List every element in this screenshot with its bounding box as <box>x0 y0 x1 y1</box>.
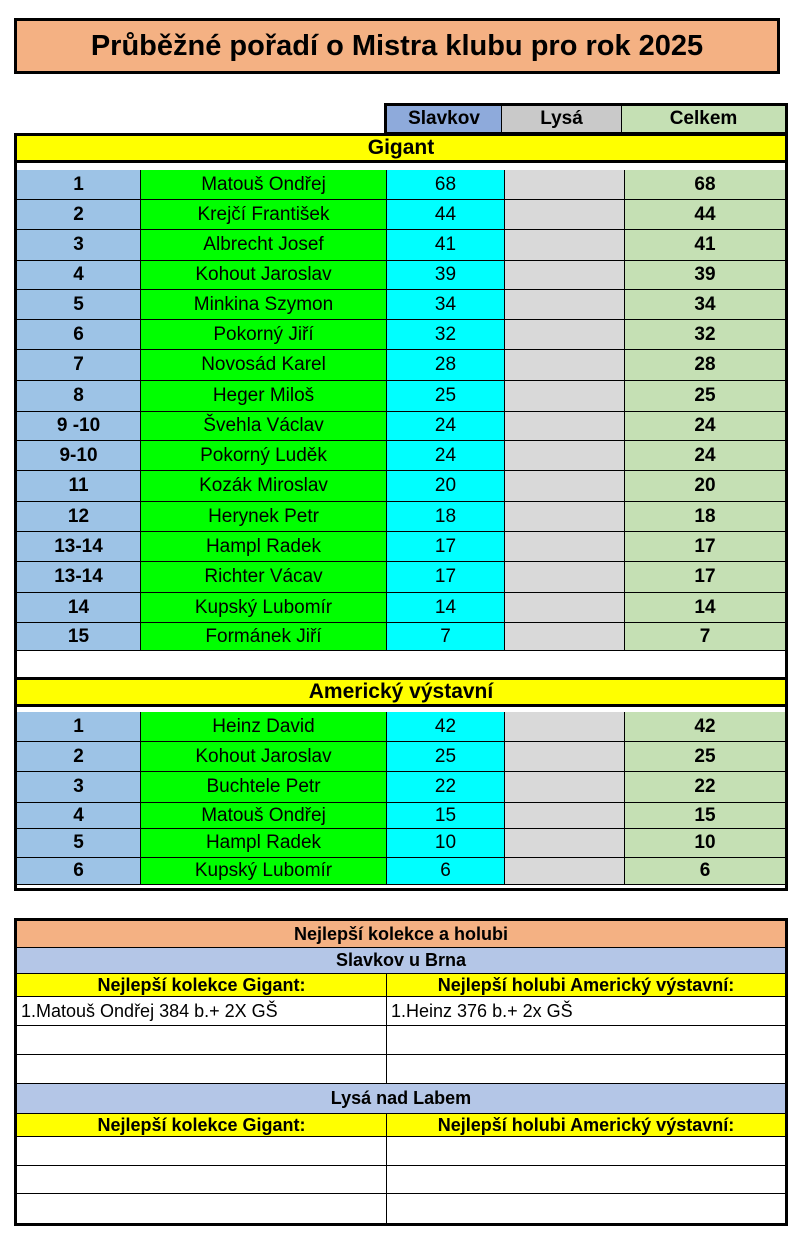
rank-cell: 3 <box>17 230 141 261</box>
slavkov-entry-left <box>17 1055 387 1083</box>
rank-cell: 12 <box>17 502 141 532</box>
rank-cell: 9 -10 <box>17 412 141 441</box>
lysa-score <box>505 858 625 885</box>
name-cell: Pokorný Luděk <box>141 441 387 471</box>
rank-cell: 1 <box>17 170 141 200</box>
total-score: 28 <box>625 350 785 381</box>
lysa-score <box>505 290 625 320</box>
slavkov-score: 22 <box>387 772 505 803</box>
total-score: 25 <box>625 742 785 772</box>
name-cell: Richter Vácav <box>141 562 387 593</box>
slavkov-entry-row <box>17 997 785 1026</box>
name-cell: Matouš Ondřej <box>141 803 387 829</box>
name-cell: Švehla Václav <box>141 412 387 441</box>
total-score: 24 <box>625 412 785 441</box>
slavkov-headers <box>17 974 785 997</box>
total-score: 34 <box>625 290 785 320</box>
name-cell: Kohout Jaroslav <box>141 261 387 290</box>
rank-cell: 4 <box>17 261 141 290</box>
slavkov-score: 24 <box>387 412 505 441</box>
total-score: 68 <box>625 170 785 200</box>
slavkov-entry-right: 1.Heinz 376 b.+ 2x GŠ <box>391 1000 573 1021</box>
total-score: 18 <box>625 502 785 532</box>
table-row <box>14 261 788 290</box>
rank-cell: 8 <box>17 381 141 412</box>
table-row <box>14 441 788 471</box>
best-section <box>14 918 788 1226</box>
slavkov-score: 10 <box>387 829 505 858</box>
slavkov-score: 28 <box>387 350 505 381</box>
lysa-score <box>505 712 625 742</box>
table-row <box>14 562 788 593</box>
rank-cell: 2 <box>17 200 141 230</box>
name-cell: Buchtele Petr <box>141 772 387 803</box>
lysa-entry-row <box>17 1137 785 1166</box>
slavkov-score: 68 <box>387 170 505 200</box>
lysa-score <box>505 441 625 471</box>
header-celkem: Celkem <box>622 103 788 133</box>
table-row <box>14 502 788 532</box>
lysa-score <box>505 532 625 562</box>
section-americky: Americký výstavní <box>14 677 788 707</box>
name-cell: Novosád Karel <box>141 350 387 381</box>
slavkov-entry-left <box>17 1026 387 1054</box>
rank-cell: 11 <box>17 471 141 502</box>
name-cell: Kupský Lubomír <box>141 858 387 885</box>
lysa-score <box>505 803 625 829</box>
header-slavkov: Slavkov <box>384 103 502 133</box>
lysa-entry-row <box>17 1166 785 1194</box>
lysa-score <box>505 261 625 290</box>
rank-cell: 13-14 <box>17 562 141 593</box>
slavkov-score: 44 <box>387 200 505 230</box>
lysa-entry-left <box>17 1194 387 1223</box>
total-score: 24 <box>625 441 785 471</box>
lysa-score <box>505 381 625 412</box>
total-score: 15 <box>625 803 785 829</box>
name-cell: Heger Miloš <box>141 381 387 412</box>
slavkov-score: 15 <box>387 803 505 829</box>
name-cell: Krejčí František <box>141 200 387 230</box>
lysa-entry-right <box>387 1166 785 1193</box>
slavkov-score: 20 <box>387 471 505 502</box>
total-score: 14 <box>625 593 785 623</box>
name-cell: Albrecht Josef <box>141 230 387 261</box>
total-score: 6 <box>625 858 785 885</box>
table-row <box>14 858 788 885</box>
rank-cell: 9-10 <box>17 441 141 471</box>
lysa-score <box>505 412 625 441</box>
table-row <box>14 471 788 502</box>
lysa-score <box>505 502 625 532</box>
rank-cell: 7 <box>17 350 141 381</box>
table-row <box>14 412 788 441</box>
name-cell: Minkina Szymon <box>141 290 387 320</box>
header-lysa: Lysá <box>502 103 622 133</box>
lysa-score <box>505 829 625 858</box>
slavkov-score: 18 <box>387 502 505 532</box>
slavkov-right-header: Nejlepší holubi Americký výstavní: <box>437 974 735 995</box>
name-cell: Hampl Radek <box>141 532 387 562</box>
total-score: 39 <box>625 261 785 290</box>
total-score: 17 <box>625 562 785 593</box>
name-cell: Formánek Jiří <box>141 623 387 651</box>
lysa-score <box>505 230 625 261</box>
lysa-entry-right <box>387 1137 785 1165</box>
total-score: 32 <box>625 320 785 350</box>
table-row <box>14 170 788 200</box>
lysa-headers <box>17 1114 785 1137</box>
table-row <box>14 350 788 381</box>
slavkov-entry-row <box>17 1026 785 1055</box>
slavkov-entry-right <box>387 1026 785 1054</box>
rank-cell: 4 <box>17 803 141 829</box>
slavkov-entry-left: 1.Matouš Ondřej 384 b.+ 2X GŠ <box>17 997 387 1025</box>
name-cell: Heinz David <box>141 712 387 742</box>
total-score: 7 <box>625 623 785 651</box>
total-score: 44 <box>625 200 785 230</box>
name-cell: Kupský Lubomír <box>141 593 387 623</box>
slavkov-score: 32 <box>387 320 505 350</box>
name-cell: Pokorný Jiří <box>141 320 387 350</box>
slavkov-score: 17 <box>387 562 505 593</box>
table-row <box>14 532 788 562</box>
lysa-score <box>505 170 625 200</box>
lysa-entry-right <box>387 1194 785 1223</box>
table-row <box>14 712 788 742</box>
section-gigant: Gigant <box>14 133 788 163</box>
table-row <box>14 623 788 651</box>
table-row <box>14 200 788 230</box>
name-cell: Hampl Radek <box>141 829 387 858</box>
slavkov-score: 24 <box>387 441 505 471</box>
lysa-score <box>505 593 625 623</box>
rank-cell: 1 <box>17 712 141 742</box>
total-score: 10 <box>625 829 785 858</box>
rank-cell: 15 <box>17 623 141 651</box>
slavkov-left-header: Nejlepší kolekce Gigant: <box>17 974 387 996</box>
slavkov-score: 6 <box>387 858 505 885</box>
slavkov-score: 39 <box>387 261 505 290</box>
lysa-entry-left <box>17 1166 387 1193</box>
page-title: Průběžné pořadí o Mistra klubu pro rok 2025 <box>14 18 780 74</box>
lysa-score <box>505 772 625 803</box>
table-row <box>14 803 788 829</box>
lysa-score <box>505 623 625 651</box>
slavkov-entry-row <box>17 1055 785 1084</box>
table-row <box>14 381 788 412</box>
lysa-entry-row <box>17 1194 785 1223</box>
rank-cell: 13-14 <box>17 532 141 562</box>
lysa-left-header: Nejlepší kolekce Gigant: <box>17 1114 387 1136</box>
rank-cell: 3 <box>17 772 141 803</box>
rank-cell: 6 <box>17 320 141 350</box>
name-cell: Kohout Jaroslav <box>141 742 387 772</box>
table-row <box>14 829 788 858</box>
lysa-score <box>505 471 625 502</box>
lysa-score <box>505 350 625 381</box>
best-title: Nejlepší kolekce a holubi <box>17 921 785 948</box>
table-row <box>14 742 788 772</box>
lysa-entry-left <box>17 1137 387 1165</box>
rank-cell: 5 <box>17 290 141 320</box>
total-score: 41 <box>625 230 785 261</box>
total-score: 22 <box>625 772 785 803</box>
lysa-score <box>505 742 625 772</box>
name-cell: Matouš Ondřej <box>141 170 387 200</box>
total-score: 42 <box>625 712 785 742</box>
slavkov-score: 17 <box>387 532 505 562</box>
slavkov-score: 34 <box>387 290 505 320</box>
name-cell: Kozák Miroslav <box>141 471 387 502</box>
slavkov-score: 14 <box>387 593 505 623</box>
rank-cell: 2 <box>17 742 141 772</box>
lysa-score <box>505 320 625 350</box>
slavkov-score: 25 <box>387 381 505 412</box>
lysa-right-header: Nejlepší holubi Americký výstavní: <box>437 1114 735 1135</box>
slavkov-score: 42 <box>387 712 505 742</box>
slavkov-score: 25 <box>387 742 505 772</box>
lysa-score <box>505 200 625 230</box>
rank-cell: 6 <box>17 858 141 885</box>
table-row <box>14 230 788 261</box>
table-row <box>14 593 788 623</box>
name-cell: Herynek Petr <box>141 502 387 532</box>
rank-cell: 5 <box>17 829 141 858</box>
rank-cell: 14 <box>17 593 141 623</box>
location-slavkov: Slavkov u Brna <box>17 948 785 974</box>
table-row <box>14 290 788 320</box>
lysa-score <box>505 562 625 593</box>
total-score: 25 <box>625 381 785 412</box>
total-score: 20 <box>625 471 785 502</box>
slavkov-entry-right <box>387 1055 785 1083</box>
slavkov-score: 41 <box>387 230 505 261</box>
table-row <box>14 772 788 803</box>
table-row <box>14 320 788 350</box>
location-lysa: Lysá nad Labem <box>17 1084 785 1114</box>
slavkov-score: 7 <box>387 623 505 651</box>
total-score: 17 <box>625 532 785 562</box>
